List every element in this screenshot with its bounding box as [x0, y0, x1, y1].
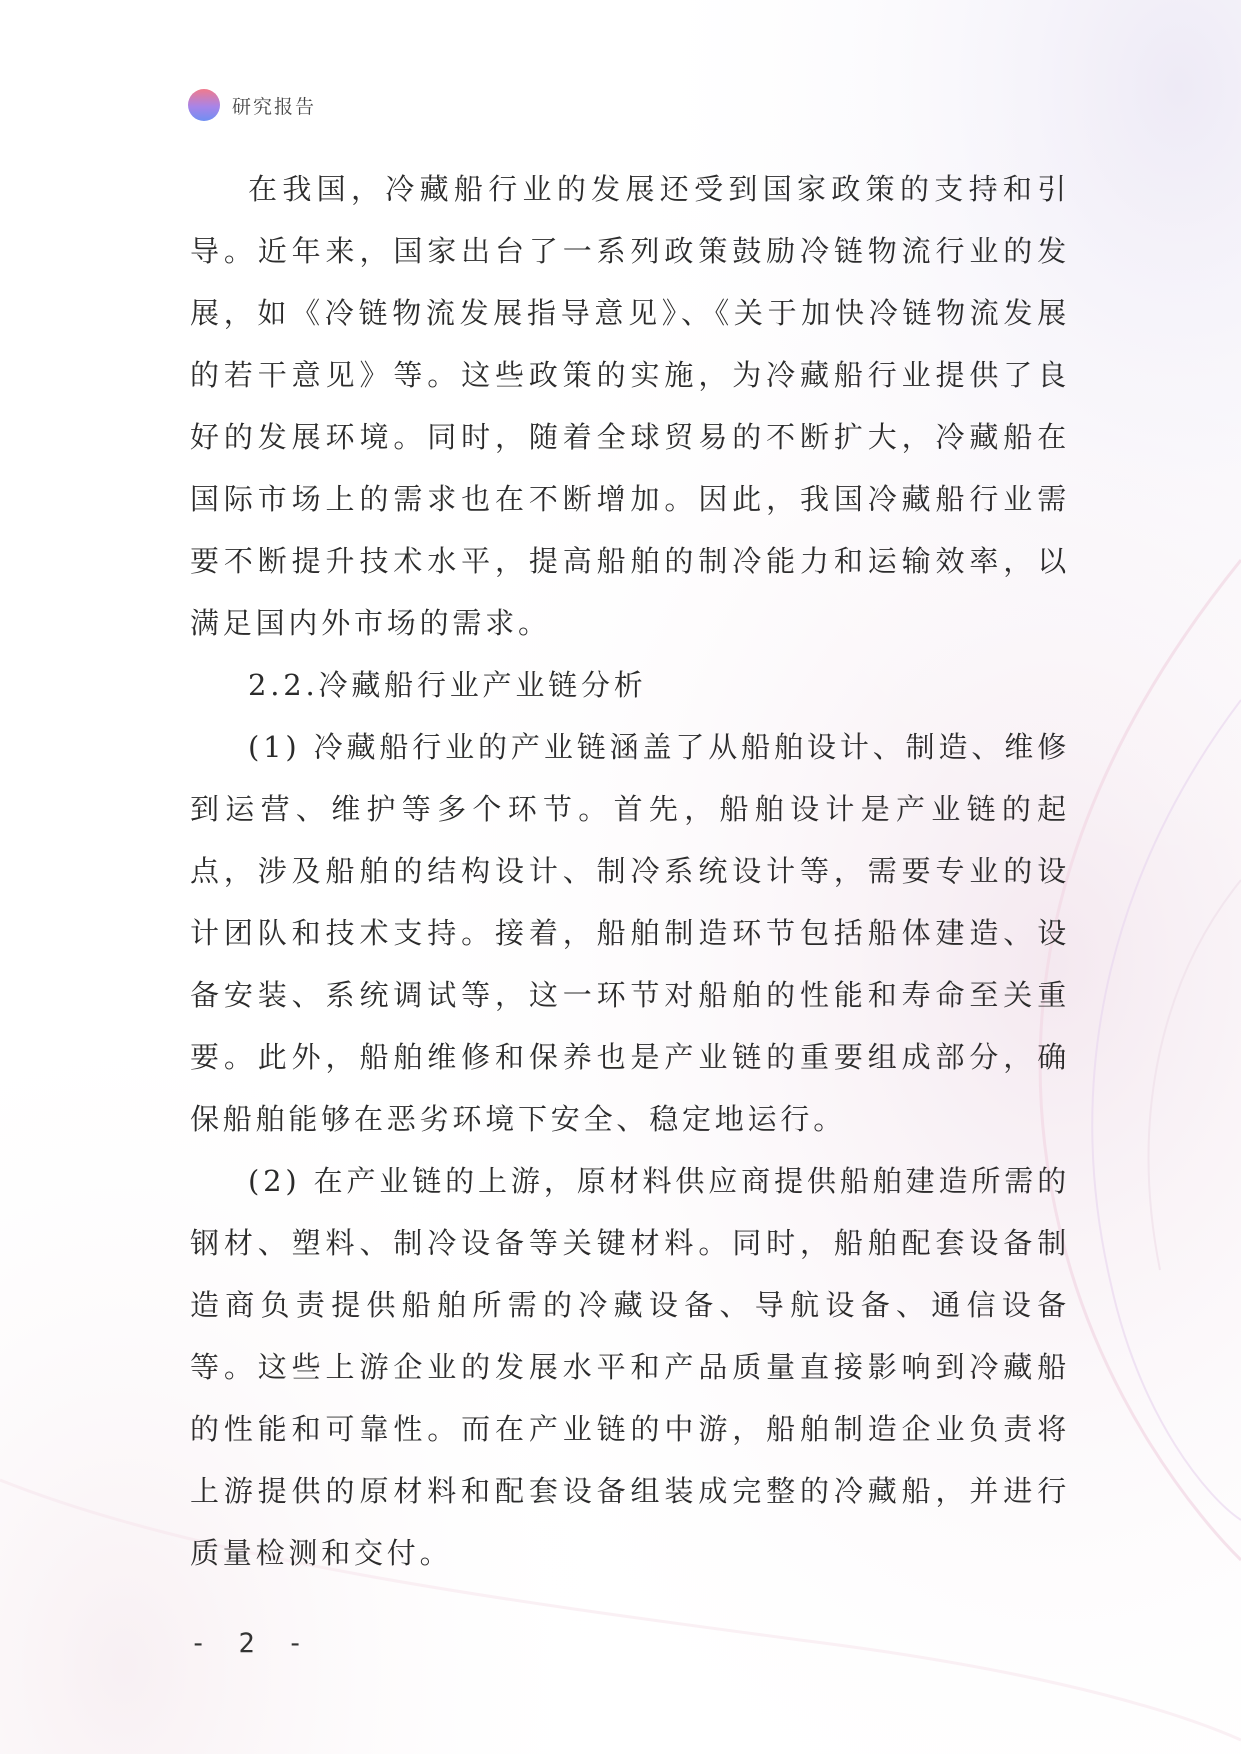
report-body	[190, 158, 1070, 1584]
paragraph-policy: 在我国，冷藏船行业的发展还受到国家政策的支持和引导。近年来，国家出台了一系列政策鼓励冷链物流行业的发展，如《冷链物流发展指导意见》、《关于加快冷链物流发展的若干意见》等。这些政策的实施，为冷藏船行业提供了良好的发展环境。同时，随着全球贸易的不断扩大，冷藏船在国际市场上的需求也在不断增加。因此，我国冷藏船行业需要不断提升技术水平，提高船舶的制冷能力和运输效率，以满足国内外市场的需求。	[190, 172, 1070, 640]
header-title: 研究报告	[232, 95, 317, 118]
report-logo-icon	[188, 89, 220, 121]
paragraph-industry-chain-1: (1) 冷藏船行业的产业链涵盖了从船舶设计、制造、维修到运营、维护等多个环节。首先，船舶设计是产业链的起点，涉及船舶的结构设计、制冷系统设计等，需要专业的设计团队和技术支持。接着，船舶制造环节包括船体建造、设备安装、系统调试等，这一环节对船舶的性能和寿命至关重要。此外，船舶维修和保养也是产业链的重要组成部分，确保船舶能够在恶劣环境下安全、稳定地运行。	[190, 730, 1070, 1136]
page-number: - 2 -	[190, 1628, 312, 1659]
section-heading: 2.2.冷藏船行业产业链分析	[248, 668, 647, 702]
report-header	[188, 88, 316, 122]
paragraph-industry-chain-2: (2) 在产业链的上游，原材料供应商提供船舶建造所需的钢材、塑料、制冷设备等关键材料。同时，船舶配套设备制造商负责提供船舶所需的冷藏设备、导航设备、通信设备等。这些上游企业的发展水平和产品质量直接影响到冷藏船的性能和可靠性。而在产业链的中游，船舶制造企业负责将上游提供的原材料和配套设备组装成完整的冷藏船，并进行质量检测和交付。	[190, 1164, 1070, 1570]
